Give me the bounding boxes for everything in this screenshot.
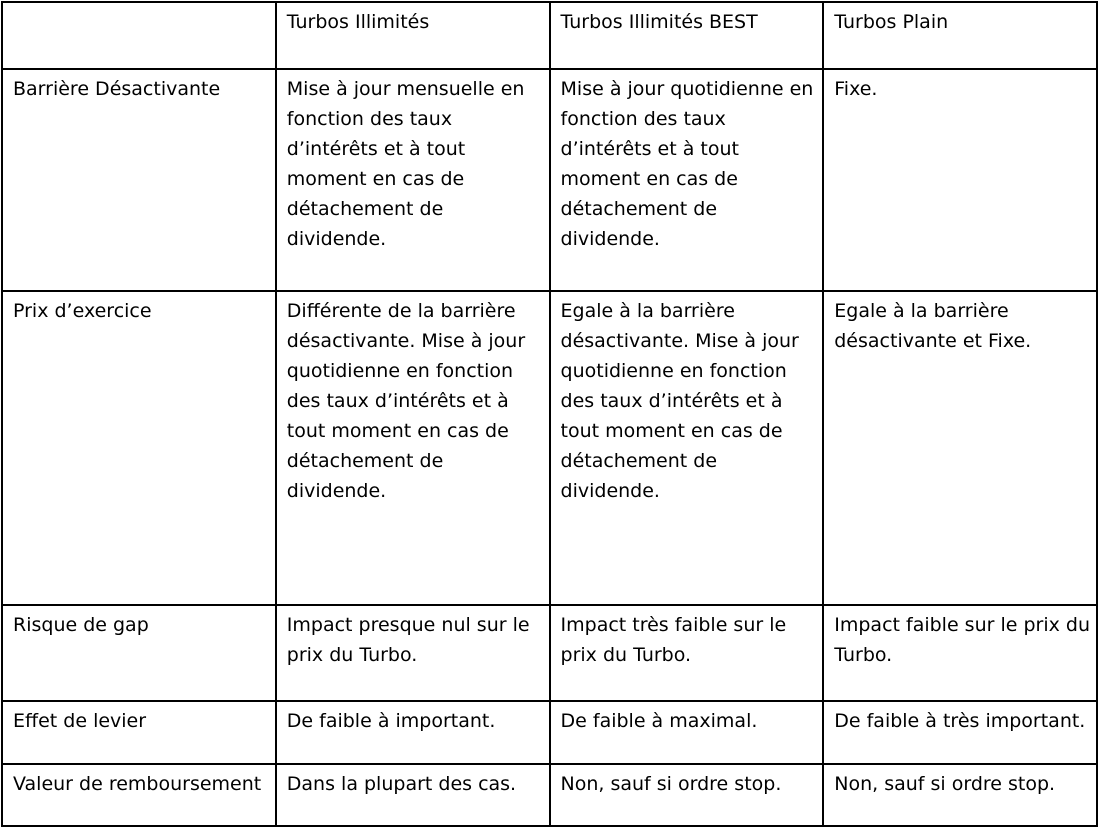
table-row-risque-de-gap (2, 605, 1097, 701)
row-label: Risque de gap (2, 605, 276, 701)
table-row-prix-exercice (2, 291, 1097, 605)
row-label: Valeur de remboursement (2, 764, 276, 826)
table-cell: Impact faible sur le prix du Turbo. (823, 605, 1097, 701)
table-cell: De faible à maximal. (550, 701, 824, 764)
table-cell: Dans la plupart des cas. (276, 764, 550, 826)
table-cell: Egale à la barrière désactivante et Fixe. (823, 291, 1097, 605)
table-cell: Mise à jour quotidienne en fonction des taux d’intérêts et à tout moment en cas de détachement de dividende. (550, 69, 824, 291)
row-label: Barrière Désactivante (2, 69, 276, 291)
table-cell: Non, sauf si ordre stop. (550, 764, 824, 826)
header-cell-turbos-plain: Turbos Plain (823, 2, 1097, 69)
table-cell: Non, sauf si ordre stop. (823, 764, 1097, 826)
table-cell: Egale à la barrière désactivante. Mise à jour quotidienne en fonction des taux d’intérêts et à tout moment en cas de détachement de dividende. (550, 291, 824, 605)
table-row-effet-de-levier (2, 701, 1097, 764)
table-cell: Fixe. (823, 69, 1097, 291)
table-cell: Impact presque nul sur le prix du Turbo. (276, 605, 550, 701)
table-cell: De faible à important. (276, 701, 550, 764)
header-cell-empty (2, 2, 276, 69)
table-cell: Mise à jour mensuelle en fonction des taux d’intérêts et à tout moment en cas de détachement de dividende. (276, 69, 550, 291)
header-cell-turbos-illimites-best: Turbos Illimités BEST (550, 2, 824, 69)
row-label: Prix d’exercice (2, 291, 276, 605)
table-cell: Impact très faible sur le prix du Turbo. (550, 605, 824, 701)
header-cell-turbos-illimites: Turbos Illimités (276, 2, 550, 69)
table-cell: Différente de la barrière désactivante. Mise à jour quotidienne en fonction des taux d’intérêts et à tout moment en cas de détachement de dividende. (276, 291, 550, 605)
table-row-barriere-desactivante (2, 69, 1097, 291)
comparison-table (1, 1, 1098, 827)
row-label: Effet de levier (2, 701, 276, 764)
table-cell: De faible à très important. (823, 701, 1097, 764)
table-row-valeur-de-remboursement (2, 764, 1097, 826)
header-row (2, 2, 1097, 69)
